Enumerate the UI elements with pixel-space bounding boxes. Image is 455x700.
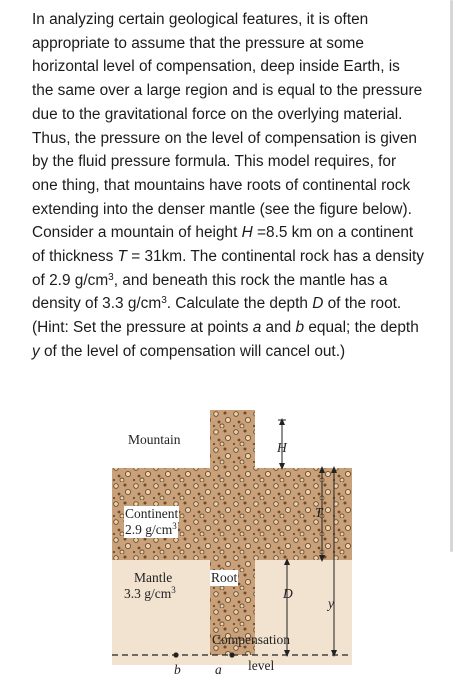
- mountain-label: Mountain: [128, 432, 181, 447]
- variable-b: b: [295, 319, 305, 337]
- continent-density: [124, 522, 178, 538]
- variable-y: y: [32, 342, 40, 360]
- variable-a: a: [252, 319, 262, 337]
- variable-T: T: [117, 248, 127, 266]
- compensation-label: Compensation: [212, 632, 290, 647]
- question-text-part: of the root. (Hint: Set the pressure at points: [32, 295, 402, 337]
- superscript: 3: [172, 521, 177, 531]
- question-text-part: and: [261, 319, 296, 337]
- superscript: 3: [108, 271, 114, 283]
- mantle-density: [124, 586, 176, 602]
- T-label: T: [315, 505, 323, 520]
- question-text-part: . Calculate the depth: [166, 295, 313, 313]
- point-b-marker: [173, 652, 178, 657]
- D-label: D: [283, 586, 293, 601]
- level-label: level: [248, 658, 275, 673]
- superscript: 3: [161, 295, 167, 307]
- question-text: [32, 8, 424, 364]
- y-label: y: [328, 596, 334, 611]
- root-label: Root: [211, 570, 238, 585]
- point-a-label: a: [215, 662, 222, 677]
- continent-label: Continent: [125, 506, 179, 521]
- continent-density-value: 2.9 g/cm: [125, 522, 173, 537]
- question-text-part: In analyzing certain geological features, it is often appropriate to assume that the pressure at some horizontal level of compensation, deep inside Earth, is the same over a large region and is equal to the pressure due to the gravitational force on the overlying material. Thus, the pressure on the level of compensation is given by the fluid pressure formula. This model requires, for one thing, that mountains have roots of continental rock extending into the denser mantle (see the figure below). Consider a mountain of height: [32, 11, 423, 242]
- question-text-part: = 31km. The continental rock has a density of 2.9 g/cm: [32, 248, 424, 289]
- question-text-part: , and beneath this rock the mantle has a density of 3.3 g/cm: [32, 271, 388, 313]
- question-paragraph: [32, 8, 424, 364]
- scrollbar[interactable]: [450, 0, 453, 552]
- question-text-part: =8.5 km on a continent of thickness: [32, 224, 414, 266]
- question-text-part: equal; the depth: [304, 319, 419, 337]
- superscript: 3: [171, 585, 176, 595]
- point-b-label: b: [174, 662, 181, 677]
- mantle-label: Mantle: [134, 570, 173, 585]
- variable-D: D: [312, 295, 324, 313]
- mantle-density-value: 3.3 g/cm: [124, 586, 172, 601]
- question-text-part: of the level of compensation will cancel out.): [39, 342, 346, 360]
- H-label: H: [277, 440, 287, 455]
- point-a-marker: [229, 652, 234, 657]
- variable-H: H: [241, 224, 253, 242]
